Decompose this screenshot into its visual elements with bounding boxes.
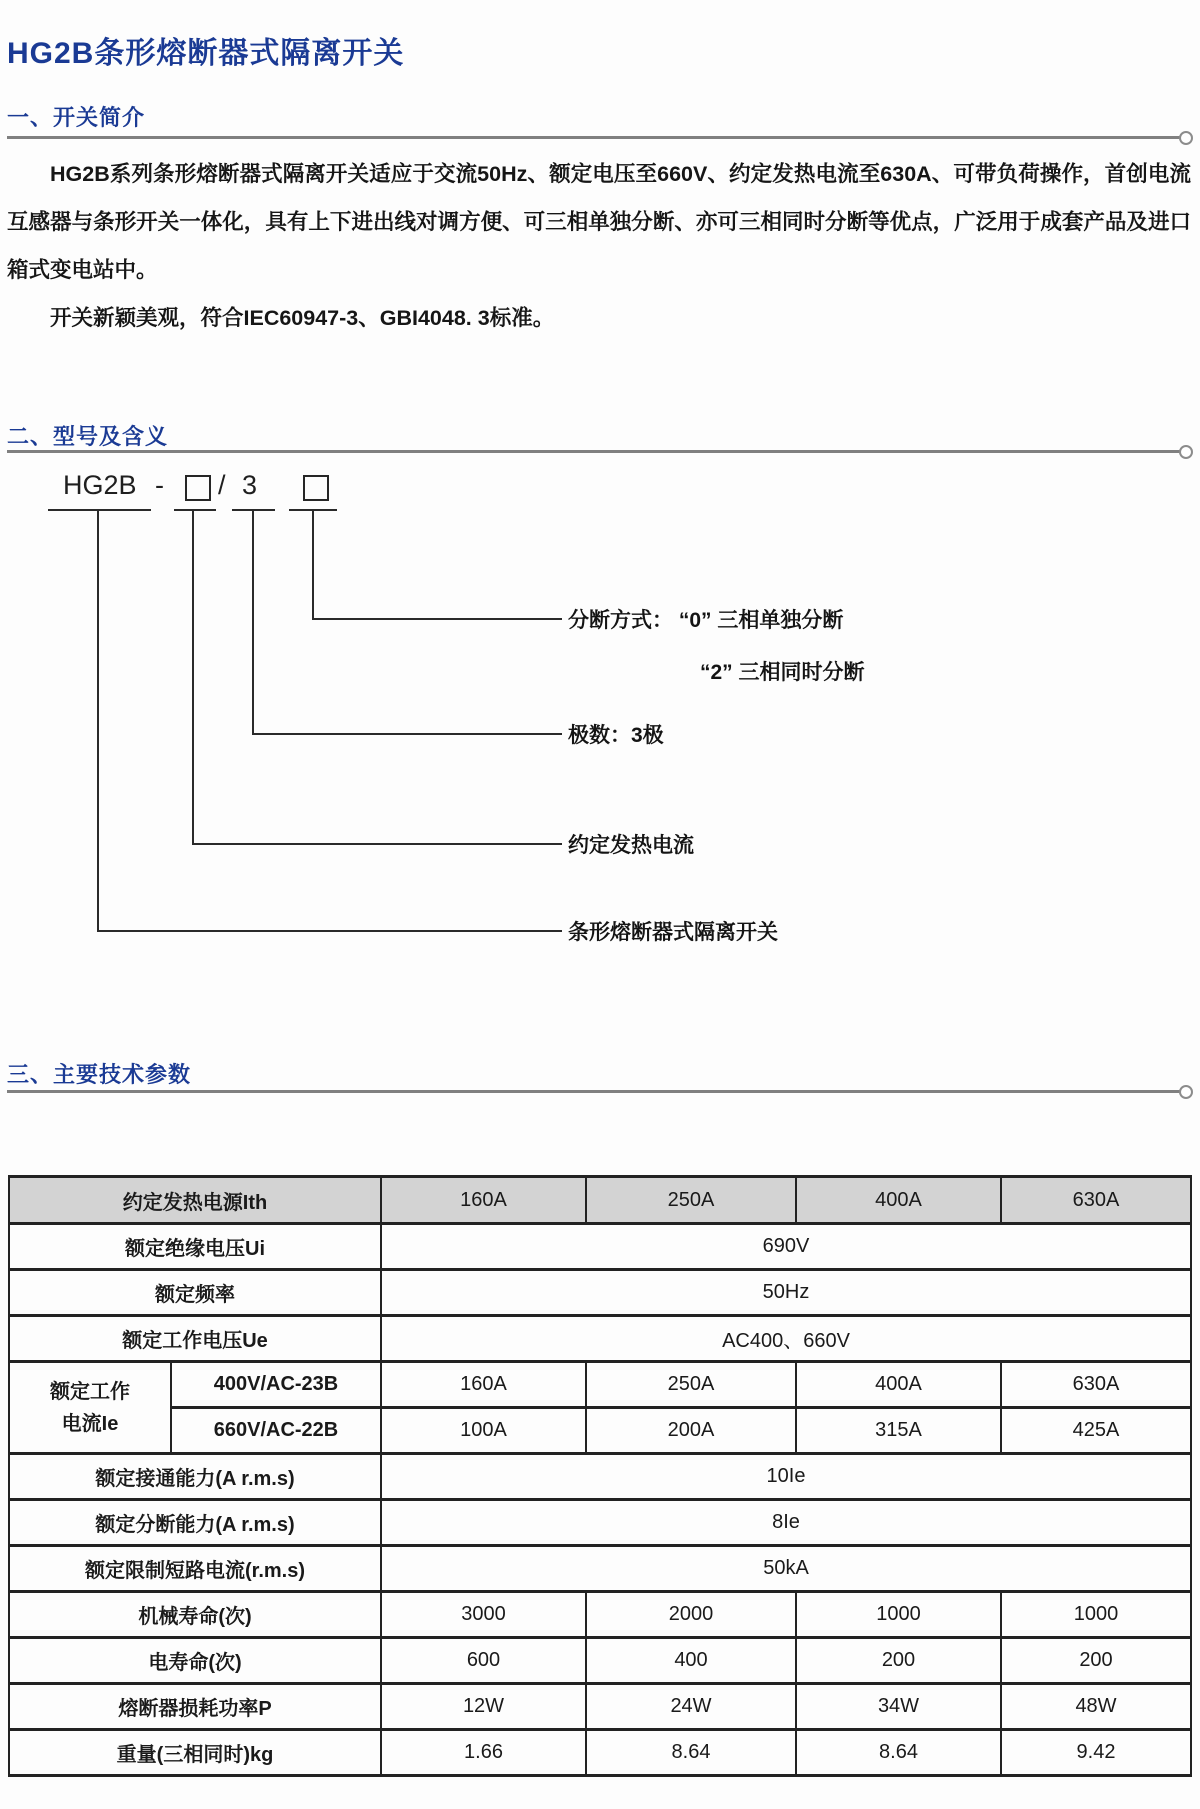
row-value-cell: 1.66 [381, 1730, 586, 1776]
ie-label-line1: 额定工作 [50, 1380, 130, 1403]
ie-label-line2: 电流Ie [61, 1412, 119, 1435]
label-break-mode-2: “2” 三相同时分断 [700, 661, 865, 684]
row-value-cell: 160A [381, 1362, 586, 1408]
section1-heading: 一、开关简介 [7, 105, 146, 130]
label-series-name: 条形熔断器式隔离开关 [568, 921, 778, 944]
label-break-mode: 分断方式： “0” 三相单独分断 [568, 609, 844, 632]
diagram-hline-poles [252, 733, 562, 735]
table-row [9, 1500, 1191, 1546]
row-value-cell: 8.64 [586, 1730, 796, 1776]
row-label-cell-ie [9, 1362, 171, 1454]
row-label-cell: 额定分断能力(A r.m.s) [9, 1500, 381, 1546]
row-sublabel-cell: 660V/AC-22B [171, 1408, 381, 1454]
table-row [9, 1408, 1191, 1454]
table-row [9, 1362, 1191, 1408]
intro-paragraph-2: 开关新颖美观，符合IEC60947-3、GBI4048. 3标准。 [50, 306, 555, 330]
row-label-cell: 重量(三相同时)kg [9, 1730, 381, 1776]
table-row [9, 1316, 1191, 1362]
row-value-cell: 250A [586, 1362, 796, 1408]
label-thermal-current: 约定发热电流 [568, 834, 694, 857]
label-poles: 极数：3极 [568, 724, 664, 747]
row-sublabel-cell: 400V/AC-23B [171, 1362, 381, 1408]
row-value-cell: 400A [796, 1362, 1001, 1408]
row-value-cell: 1000 [796, 1592, 1001, 1638]
diagram-vline-thermal [192, 511, 194, 845]
table-row [9, 1546, 1191, 1592]
divider-end-circle [1179, 1085, 1193, 1099]
row-label-cell: 额定工作电压Ue [9, 1316, 381, 1362]
header-value-cell: 630A [1001, 1177, 1191, 1224]
row-value-cell: 425A [1001, 1408, 1191, 1454]
row-value-cell: 630A [1001, 1362, 1191, 1408]
diagram-hline-series [97, 930, 562, 932]
row-label-cell: 电寿命(次) [9, 1638, 381, 1684]
model-prefix: HG2B [63, 470, 137, 500]
table-row [9, 1270, 1191, 1316]
row-value-cell: 50Hz [381, 1270, 1191, 1316]
row-value-cell: 400 [586, 1638, 796, 1684]
row-value-cell: 48W [1001, 1684, 1191, 1730]
diagram-vline-poles [252, 511, 254, 735]
header-value-cell: 250A [586, 1177, 796, 1224]
row-value-cell: AC400、660V [381, 1316, 1191, 1362]
row-value-cell: 315A [796, 1408, 1001, 1454]
row-label-cell: 机械寿命(次) [9, 1592, 381, 1638]
row-value-cell: 10Ie [381, 1454, 1191, 1500]
model-slash: / [218, 470, 226, 500]
model-dash: - [155, 470, 164, 500]
page-title: HG2B条形熔断器式隔离开关 [7, 37, 405, 70]
row-value-cell: 2000 [586, 1592, 796, 1638]
row-label-cell: 额定接通能力(A r.m.s) [9, 1454, 381, 1500]
diagram-underline [174, 509, 216, 511]
section3-heading: 三、主要技术参数 [7, 1062, 192, 1087]
row-value-cell: 24W [586, 1684, 796, 1730]
row-value-cell: 600 [381, 1638, 586, 1684]
table-row [9, 1638, 1191, 1684]
row-label-cell: 额定频率 [9, 1270, 381, 1316]
section2-heading: 二、型号及含义 [7, 424, 169, 449]
model-poles-digit: 3 [242, 470, 258, 500]
diagram-hline-thermal [192, 843, 562, 845]
row-value-cell: 200 [1001, 1638, 1191, 1684]
header-value-cell: 160A [381, 1177, 586, 1224]
table-row [9, 1224, 1191, 1270]
header-value-cell: 400A [796, 1177, 1001, 1224]
model-box-current-placeholder [185, 475, 211, 501]
section2-divider [7, 450, 1180, 453]
table-row [9, 1730, 1191, 1776]
diagram-vline-series [97, 511, 99, 932]
intro-text [7, 150, 1191, 342]
row-label-cell: 额定绝缘电压Ui [9, 1224, 381, 1270]
row-label-cell: 额定限制短路电流(r.m.s) [9, 1546, 381, 1592]
table-row [9, 1454, 1191, 1500]
divider-end-circle [1179, 445, 1193, 459]
table-header-row [9, 1177, 1191, 1224]
row-value-cell: 34W [796, 1684, 1001, 1730]
section3-divider [7, 1090, 1180, 1093]
diagram-vline-breakmode [312, 511, 314, 620]
divider-end-circle [1179, 131, 1193, 145]
row-value-cell: 200 [796, 1638, 1001, 1684]
header-label-cell: 约定发热电源Ith [9, 1177, 381, 1224]
row-value-cell: 690V [381, 1224, 1191, 1270]
table-row [9, 1684, 1191, 1730]
row-value-cell: 1000 [1001, 1592, 1191, 1638]
row-value-cell: 12W [381, 1684, 586, 1730]
row-label-cell: 熔断器损耗功率P [9, 1684, 381, 1730]
model-box-breakmode-placeholder [303, 475, 329, 501]
table-row [9, 1592, 1191, 1638]
intro-paragraph-1: HG2B系列条形熔断器式隔离开关适应于交流50Hz、额定电压至660V、约定发热电流至630A、可带负荷操作，首创电流互感器与条形开关一体化，具有上下进出线对调方便、可三相单独分断、亦可三相同时分断等优点，广泛用于成套产品及进口箱式变电站中。 [7, 162, 1191, 282]
row-value-cell: 200A [586, 1408, 796, 1454]
row-value-cell: 50kA [381, 1546, 1191, 1592]
row-value-cell: 8.64 [796, 1730, 1001, 1776]
diagram-hline-breakmode [312, 618, 562, 620]
row-value-cell: 100A [381, 1408, 586, 1454]
row-value-cell: 9.42 [1001, 1730, 1191, 1776]
section1-divider [7, 136, 1180, 139]
tech-params-table [8, 1175, 1192, 1777]
row-value-cell: 3000 [381, 1592, 586, 1638]
row-value-cell: 8Ie [381, 1500, 1191, 1546]
diagram-underline [48, 509, 151, 511]
